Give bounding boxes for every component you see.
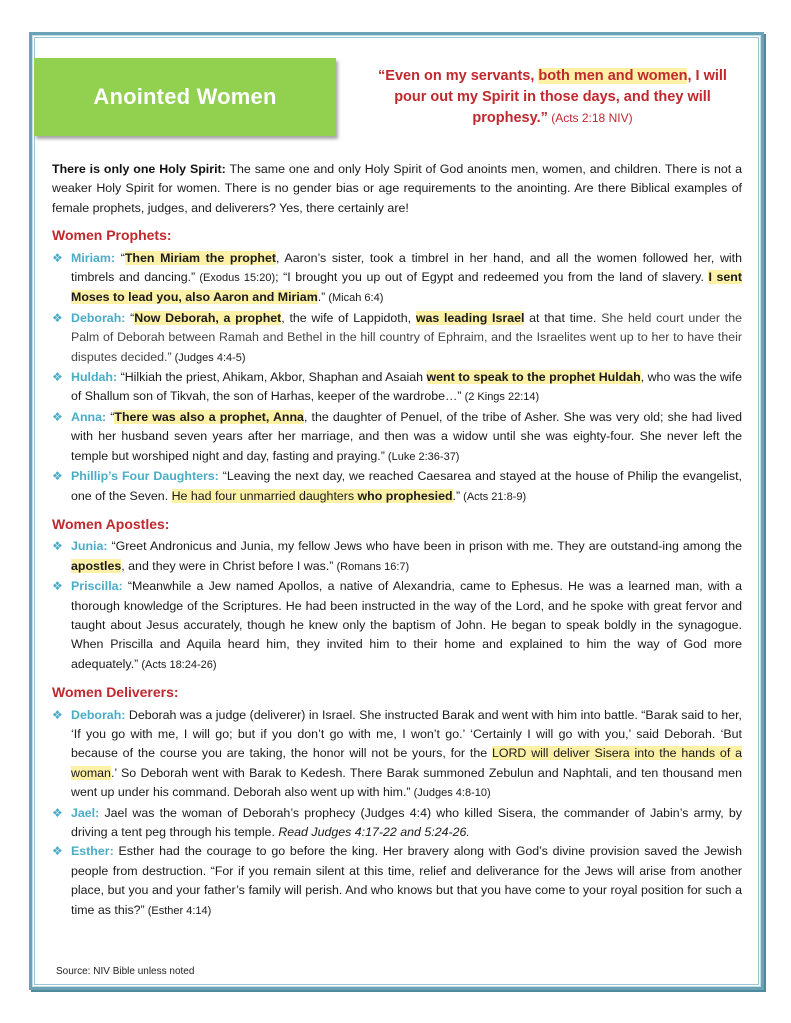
intro-paragraph bbox=[52, 160, 742, 218]
item-name: Junia: bbox=[71, 539, 108, 554]
item-highlight: was leading Israel bbox=[415, 310, 525, 325]
item-reference: (Judges 4:8-10) bbox=[410, 787, 491, 800]
list-item-deborah-deliverer bbox=[52, 706, 742, 804]
item-text: “ bbox=[115, 250, 125, 265]
diamond-bullet-icon: ❖ bbox=[52, 469, 63, 484]
item-italic-note: Read Judges 4:17-22 and 5:24-26. bbox=[278, 825, 470, 839]
diamond-bullet-icon: ❖ bbox=[52, 579, 63, 594]
item-reference: (Acts 21:8-9) bbox=[460, 490, 527, 503]
item-text: , Aaron’s sister, took a timbrel in her hand, and all the women followed her, with timbrels and dancing.” bbox=[71, 250, 743, 285]
item-name: Phillip’s Four Daughters: bbox=[71, 469, 219, 484]
item-reference: (Micah 6:4) bbox=[325, 292, 384, 305]
diamond-bullet-icon: ❖ bbox=[52, 250, 63, 265]
item-text: , and they were in Christ before I was.” bbox=[121, 558, 334, 573]
diamond-bullet-icon: ❖ bbox=[52, 805, 63, 820]
item-highlight: apostles bbox=[71, 558, 122, 573]
header-quote bbox=[360, 66, 745, 129]
item-reference: (Romans 16:7) bbox=[333, 560, 410, 573]
intro-text: The same one and only Holy Spirit of God anoints men, women, and children. There is not a weaker Holy Spirit for women. There is no gender bias or age requirements to the anointing. Are there Biblical examples of female prophets, judges, and deliverers? Yes, there certainly are! bbox=[52, 162, 742, 215]
quote-text-end: , I will pour out my Spirit in those days, and they will prophesy.” bbox=[394, 68, 727, 126]
item-reference: (2 Kings 22:14) bbox=[461, 391, 540, 404]
item-text: , the wife of Lappidoth, bbox=[281, 310, 416, 325]
item-highlight: I sent Moses to lead you, also Aaron and Miriam bbox=[71, 270, 742, 305]
item-text: at that time. bbox=[524, 310, 602, 325]
item-text: , the daughter of Penuel, of the tribe of Asher. She was very old; she had lived with her husband seven years after her marriage, and then was a widow until she was eighty-four. She never left the temple but worshiped night and day, fasting and praying.” bbox=[71, 409, 743, 463]
item-reference: (Judges 4:4-5) bbox=[171, 351, 246, 364]
item-text: Esther had the courage to go before the king. Her bravery along with God’s divine provision saved the Jewish people from destruction. “For if you remain silent at this time, relief and deliverance for the Jews will arise from another place, but you and your father’s family will perish. And who knows but that you have come to your royal position for such a time as this?” bbox=[71, 844, 742, 917]
item-name: Deborah: bbox=[71, 707, 126, 722]
list-item-esther bbox=[52, 842, 742, 921]
item-highlight: LORD will deliver Sisera into the hands of a woman bbox=[71, 746, 742, 780]
diamond-bullet-icon: ❖ bbox=[52, 844, 63, 859]
item-text: .” bbox=[452, 488, 461, 503]
item-text: “Leaving the next day, we reached Caesarea and stayed at the house of Philip the evangelist, one of the Seven. bbox=[71, 469, 742, 503]
item-text: She held court under the Palm of Deborah between Ramah and Bethel in the hill country of Ephraim, and the Israelites went up to her to have their disputes decided.” bbox=[71, 310, 743, 364]
item-text: Deborah was a judge (deliverer) in Israel. She instructed Barak and went with him into battle. “Barak said to her, ‘If you go with me, I will go; but if you don’t go with me, I won’t go.’ ‘Certainly I will go with you,’ said Deborah. ‘But because of the course you are taking, the honor will not be yours, for the bbox=[71, 707, 742, 761]
item-highlight-bold: who prophesied bbox=[357, 488, 453, 503]
diamond-bullet-icon: ❖ bbox=[52, 310, 63, 325]
section-heading-apostles: Women Apostles: bbox=[52, 515, 170, 532]
item-name: Huldah: bbox=[71, 370, 118, 385]
item-text: ; “I brought you up out of Egypt and redeemed you from the land of slavery. bbox=[275, 270, 709, 285]
quote-reference: (Acts 2:18 NIV) bbox=[547, 111, 633, 125]
quote-highlight: both men and women bbox=[538, 68, 688, 84]
page-title: Anointed Women bbox=[93, 84, 277, 109]
list-item-anna bbox=[52, 408, 742, 467]
item-text: “Hilkiah the priest, Ahikam, Akbor, Shaphan and Asaiah bbox=[117, 370, 427, 385]
item-highlight: There was also a prophet, Anna bbox=[114, 409, 304, 424]
item-reference: (Exodus 15:20) bbox=[195, 272, 276, 285]
item-highlight: He had four unmarried daughters bbox=[171, 488, 358, 503]
list-item-miriam bbox=[52, 249, 742, 309]
item-highlight: Now Deborah, a prophet bbox=[134, 310, 282, 325]
item-name: Miriam: bbox=[71, 250, 116, 265]
item-highlight: went to speak to the prophet Huldah bbox=[426, 370, 641, 385]
source-note: Source: NIV Bible unless noted bbox=[56, 966, 195, 977]
item-name: Esther: bbox=[71, 844, 114, 859]
list-item-jael bbox=[52, 804, 742, 843]
intro-lead: There is only one Holy Spirit: bbox=[52, 162, 226, 176]
list-item-huldah bbox=[52, 368, 742, 408]
item-name: Deborah: bbox=[71, 310, 126, 325]
list-item-deborah-prophet bbox=[52, 309, 742, 368]
item-text: “ bbox=[106, 409, 115, 424]
item-reference: (Acts 18:24-26) bbox=[138, 658, 217, 671]
item-text: Jael was the woman of Deborah’s prophecy (Judges 4:4) who killed Sisera, the commander of Jabin’s army, by driving a tent peg through his temple. bbox=[71, 805, 742, 839]
section-heading-deliverers: Women Deliverers: bbox=[52, 684, 179, 701]
diamond-bullet-icon: ❖ bbox=[52, 539, 63, 554]
item-highlight: Then Miriam the prophet bbox=[124, 250, 277, 265]
main-content bbox=[52, 160, 742, 921]
diamond-bullet-icon: ❖ bbox=[52, 370, 63, 385]
quote-text: “Even on my servants, bbox=[378, 68, 539, 84]
item-name: Priscilla: bbox=[71, 579, 123, 594]
item-text: “ bbox=[125, 310, 135, 325]
item-name: Jael: bbox=[71, 805, 100, 820]
list-item-junia bbox=[52, 537, 742, 577]
item-reference: (Esther 4:14) bbox=[144, 904, 212, 917]
item-text: “Greet Andronicus and Junia, my fellow Jews who have been in prison with me. They are outstand-ing among the bbox=[107, 539, 742, 554]
list-item-phillips-daughters bbox=[52, 467, 742, 507]
item-text: .” bbox=[317, 290, 326, 305]
item-text: , who was the wife of Shallum son of Tikvah, the son of Harhas, keeper of the wardrobe…” bbox=[71, 370, 742, 404]
item-name: Anna: bbox=[71, 409, 107, 424]
item-reference: (Luke 2:36-37) bbox=[384, 450, 460, 463]
item-text: .’ So Deborah went with Barak to Kedesh. There Barak summoned Zebulun and Naphtali, and ten thousand men went up under his command. Deborah also went up with him.” bbox=[71, 765, 742, 800]
title-banner bbox=[34, 58, 336, 136]
diamond-bullet-icon: ❖ bbox=[52, 707, 63, 722]
section-heading-prophets: Women Prophets: bbox=[52, 227, 172, 244]
list-item-priscilla bbox=[52, 577, 742, 675]
item-text: “Meanwhile a Jew named Apollos, a native of Alexandria, came to Ephesus. He was a learned man, with a thorough knowledge of the Scriptures. He had been instructed in the way of the Lord, and he spoke with great fervor and taught about Jesus accurately, though he knew only the baptism of John. He began to speak boldly in the synagogue. When Priscilla and Aquila heard him, they invited him to their home and explained to him the way of God more adequately.” bbox=[71, 579, 742, 671]
diamond-bullet-icon: ❖ bbox=[52, 409, 63, 424]
